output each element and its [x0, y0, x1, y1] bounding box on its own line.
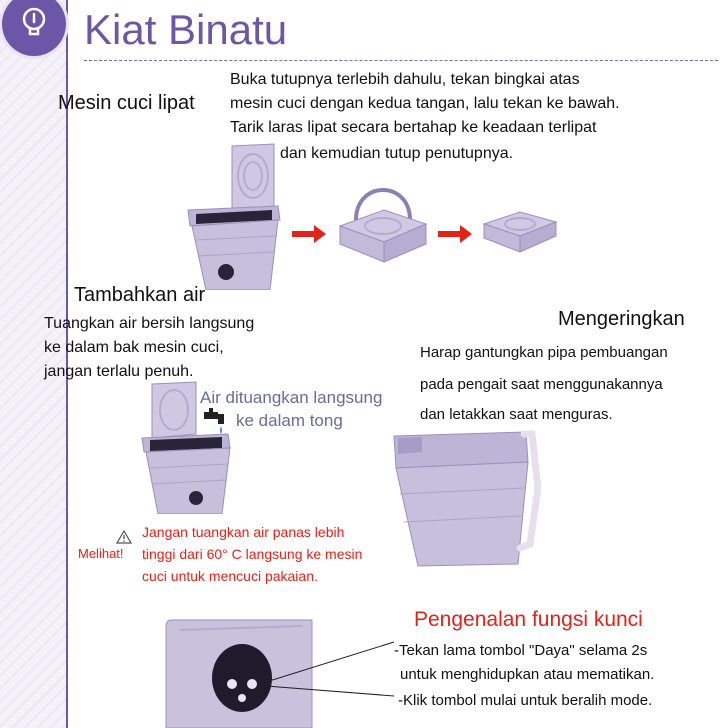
machine-folded-image [480, 206, 560, 258]
warning-line: cuci untuk mencuci pakaian. [142, 568, 318, 584]
dry-heading: Mengeringkan [558, 308, 685, 330]
add-water-line: ke dalam bak mesin cuci, [44, 339, 224, 356]
fold-line: mesin cuci dengan kedua tangan, lalu tekan ke bawah. [230, 95, 620, 112]
functions-line: -Klik tombol mulai untuk beralih mode. [398, 692, 653, 709]
add-water-line: jangan terlalu penuh. [44, 363, 194, 380]
water-callout-line: ke dalam tong [236, 411, 343, 430]
machine-open-image [182, 140, 286, 290]
machine-folding-image [336, 186, 430, 266]
title-divider [84, 60, 718, 61]
control-panel-image [162, 616, 402, 728]
water-callout-line: Air dituangkan langsung [200, 388, 383, 407]
arrow-right-icon [436, 222, 474, 246]
warning-icon [116, 530, 132, 544]
dry-line: dan letakkan saat menguras. [420, 406, 613, 423]
fold-line: Tarik laras lipat secara bertahap ke keadaan terlipat [230, 119, 597, 136]
functions-line: -Tekan lama tombol "Daya" selama 2s [394, 642, 648, 659]
machine-drain-image [388, 424, 548, 570]
dry-line: Harap gantungkan pipa pembuangan [420, 344, 668, 361]
functions-heading: Pengenalan fungsi kunci [414, 608, 643, 631]
warning-line: tinggi dari 60° C langsung ke mesin [142, 546, 363, 562]
add-water-line: Tuangkan air bersih langsung [44, 315, 255, 332]
fold-line: Buka tutupnya terlebih dahulu, tekan bingkai atas [230, 71, 580, 88]
warning-line: Jangan tuangkan air panas lebih [142, 524, 345, 540]
faucet-icon [200, 406, 230, 436]
warning-label: Melihat! [78, 546, 124, 561]
dry-line: pada pengait saat menggunakannya [420, 376, 663, 393]
fold-heading: Mesin cuci lipat [58, 92, 195, 114]
functions-line: untuk menghidupkan atau mematikan. [400, 666, 655, 683]
page-title: Kiat Binatu [84, 6, 288, 53]
fold-line: dan kemudian tutup penutupnya. [280, 145, 514, 162]
add-water-heading: Tambahkan air [74, 284, 206, 306]
arrow-right-icon [290, 222, 328, 246]
